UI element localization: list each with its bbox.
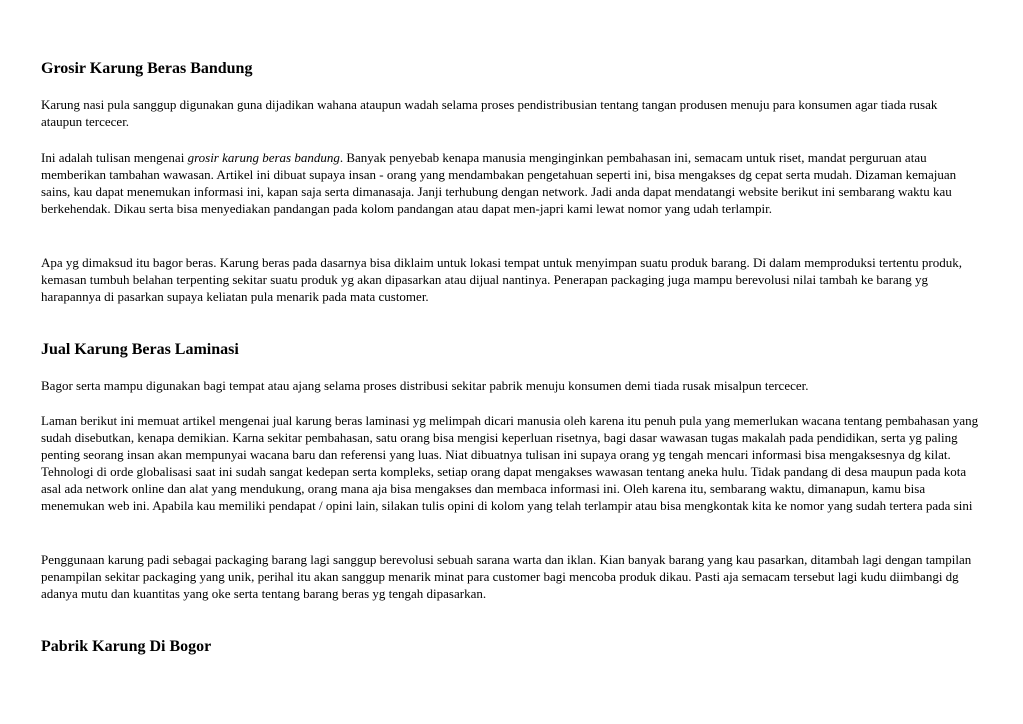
- section-heading-pabrik: Pabrik Karung Di Bogor: [41, 638, 212, 655]
- paragraph: Laman berikut ini memuat artikel mengenai jual karung beras laminasi yg melimpah dicari manusia oleh karena itu penuh pula yang memerlukan wacana tentang pembahasan yang sudah disebutkan, kenapa demikian. Karna sekitar pembahasan, satu orang bisa mengisi keperluan risetnya, bagi dasar wawasan tugas makalah pada pendidikan, serta yg paling penting seorang insan akan mempunyai wacana baru dan referensi yang luas. Niat dibuatnya tulisan ini supaya orang yg tengah mencari informasi bisa mengaksesnya dg kilat. Tehnologi di orde globalisasi saat ini sudah sangat kedepan serta kompleks, setiap orang dapat mengakses wawasan tentang aneka hulu. Tidak pandang di desa maupun pada kota asal ada network online dan alat yang mendukung, orang mana aja bisa mengakses dan membaca informasi ini. Oleh karena itu, sembarang waktu, dimanapun, kamu bisa menemukan web ini. Apabila kau memiliki pendapat / opini lain, silakan tulis opini di kolom yang telah terlampir atau bisa mengkontak kita ke nomor yang sudah tertera pada sini: [41, 413, 979, 513]
- paragraph-text-pre: Ini adalah tulisan mengenai: [41, 150, 188, 165]
- section-heading-jual: Jual Karung Beras Laminasi: [41, 341, 239, 358]
- section-heading-grosir: Grosir Karung Beras Bandung: [41, 60, 253, 77]
- paragraph: Apa yg dimaksud itu bagor beras. Karung beras pada dasarnya bisa diklaim untuk lokasi tempat untuk menyimpan suatu produk barang. Di dalam memproduksi tertentu produk, kemasan tumbuh belahan terpenting sekitar suatu produk yg akan dipasarkan atau dijual nantinya. Penerapan packaging juga mampu berevolusi nilai tambah ke barang yg harapannya di pasarkan supaya keliatan pula menarik pada mata customer.: [41, 255, 962, 304]
- paragraph-with-keyword: [41, 149, 981, 217]
- paragraph: Karung nasi pula sanggup digunakan guna dijadikan wahana ataupun wadah selama proses pendistribusian tentang tangan produsen menuju para konsumen agar tiada rusak ataupun tercecer.: [41, 97, 938, 129]
- keyword-emphasis: grosir karung beras bandung: [187, 150, 340, 165]
- paragraph: Bagor serta mampu digunakan bagi tempat atau ajang selama proses distribusi sekitar pabrik menuju konsumen demi tiada rusak misalpun tercecer.: [41, 378, 809, 393]
- paragraph: Penggunaan karung padi sebagai packaging barang lagi sanggup berevolusi sebuah sarana warta dan iklan. Kian banyak barang yang kau pasarkan, ditambah lagi dengan tampilan penampilan sekitar packaging yang unik, perihal itu akan sanggup menarik minat para customer bagi mencoba produk dikau. Pasti aja semacam tersebut lagi kudu diimbangi dg adanya mutu dan kuantitas yang oke serta tentang barang beras yg tengah dipasarkan.: [41, 552, 972, 601]
- paragraph-text-post: . Banyak penyebab kenapa manusia menginginkan pembahasan ini, semacam untuk riset, mandat perguruan atau memberikan tambahan wawasan. Artikel ini dibuat supaya insan - orang yang mendambakan pengetahuan seperti ini, bisa mengakses dg cepat serta mudah. Dizaman kemajuan sains, kau dapat menemukan informasi ini, kapan saja serta dimanasaja. Janji terhubung dengan network. Jadi anda dapat mendatangi website berikut ini sembarang waktu kau berkehendak. Dikau serta bisa menyediakan pandangan pada kolom pandangan atau dapat men-japri kami lewat nomor yang udah terlampir.: [41, 150, 957, 216]
